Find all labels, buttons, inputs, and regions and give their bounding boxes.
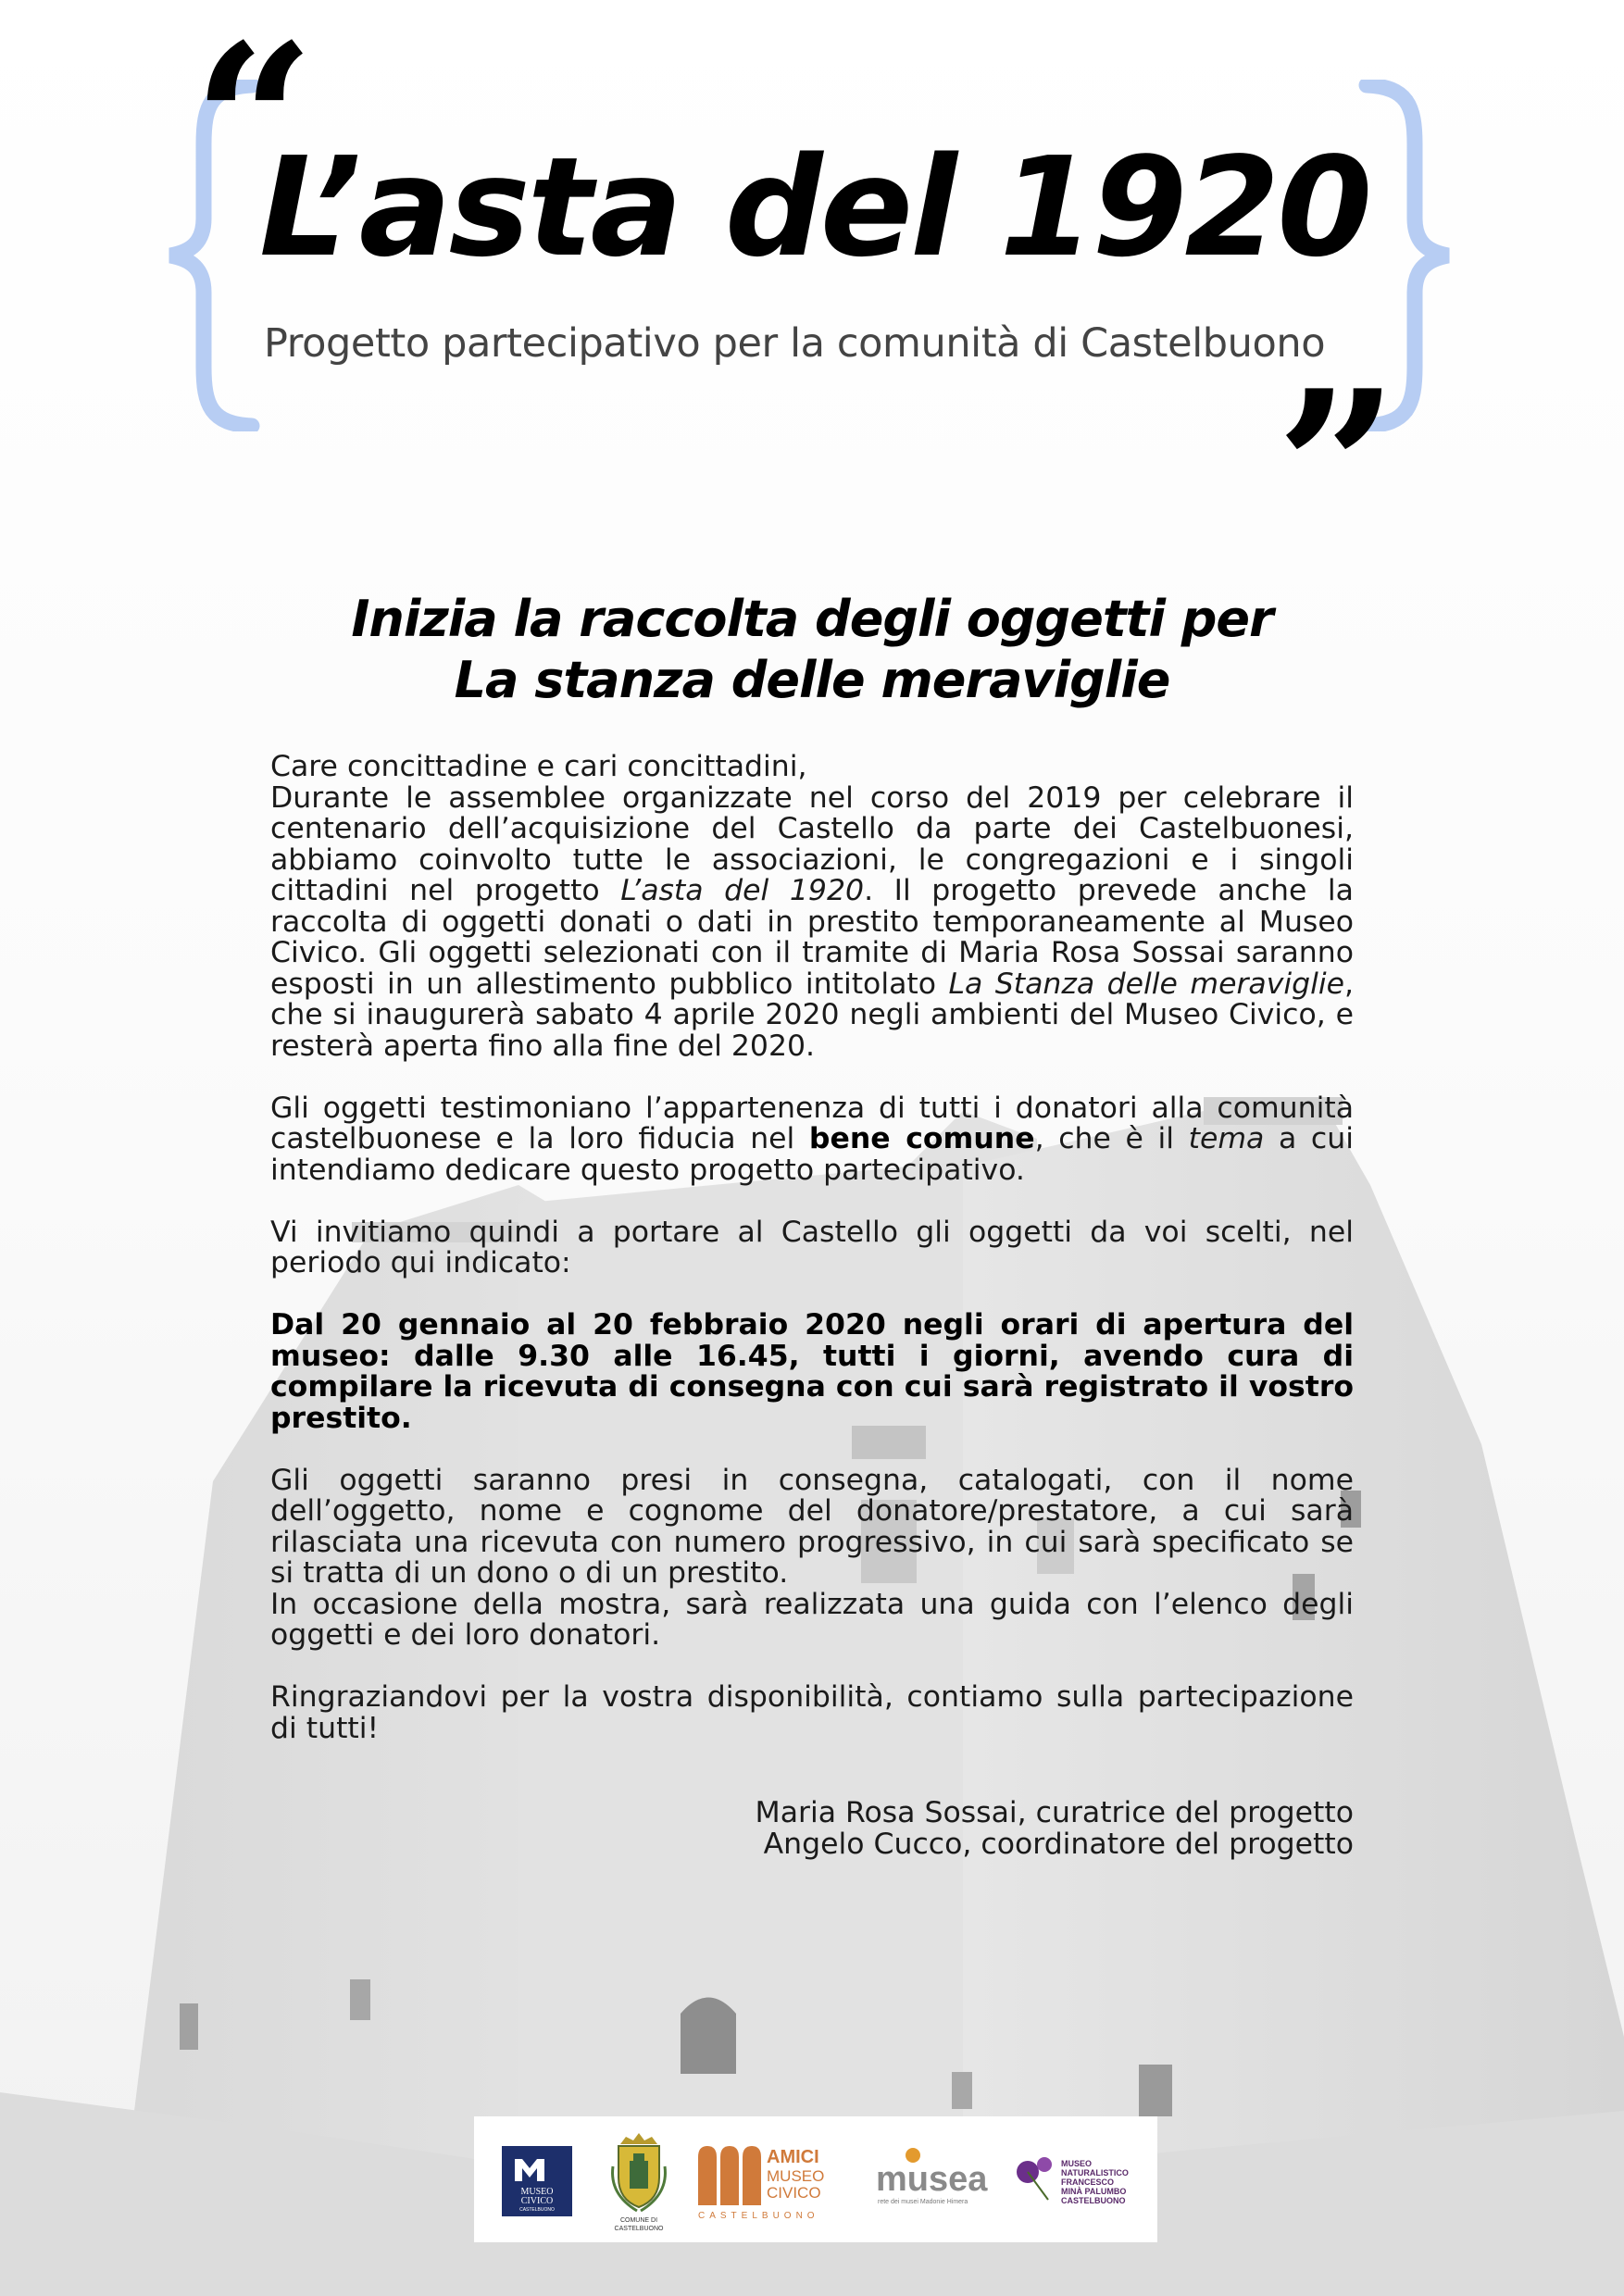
musea-logo-word: musea: [876, 2160, 988, 2199]
tema-emphasis: tema: [1188, 1122, 1265, 1155]
partner-logos-strip: [474, 2116, 1157, 2242]
comune-castelbuono-logo: [604, 2129, 674, 2233]
project-name: L’asta del 1920: [620, 874, 865, 907]
museo-civico-logo-line1: MUSEO: [520, 2187, 554, 2197]
naturalistico-logo-line2: NATURALISTICO: [1061, 2168, 1129, 2177]
close-quote-mark: ”: [1276, 344, 1399, 594]
open-quote-mark: “: [193, 0, 316, 248]
section-heading-line1: Inizia la raccolta degli oggetti per: [351, 590, 1273, 648]
signature-curator: Maria Rosa Sossai, curatrice del progetto: [755, 1796, 1354, 1829]
amici-logo-line4: CASTELBUONO: [698, 2211, 819, 2221]
museo-civico-logo-line3: CASTELBUONO: [519, 2207, 555, 2213]
signatures: [270, 1798, 1354, 1860]
museo-civico-logo-line2: CIVICO: [520, 2196, 554, 2206]
paragraph-3: Vi invitiamo quindi a portare al Castello gli oggetti da voi scelti, nel periodo qui indicato:: [270, 1215, 1354, 1279]
naturalistico-logo-line3: FRANCESCO: [1061, 2177, 1115, 2187]
paragraph-5: Gli oggetti saranno presi in consegna, catalogati, con il nome dell’oggetto, nome e cognome del donatore/prestatore, a cui sarà rilasciata una ricevuta con numero progressivo, in cui sarà specificato se si tratta di un dono o di un prestito.: [270, 1463, 1354, 1590]
paragraph-1-text-c: , che si inaugurerà sabato 4 aprile 2020 negli ambienti del Museo Civico, e resterà aperta fino alla fine del 2020.: [270, 967, 1354, 1063]
amici-museo-civico-logo: [696, 2139, 854, 2222]
exhibition-name: La Stanza delle meraviglie: [948, 967, 1344, 1001]
page-subtitle: Progetto partecipativo per la comunità di Castelbuono: [264, 320, 1326, 367]
paragraph-6: In occasione della mostra, sarà realizzata una guida con l’elenco degli oggetti e dei loro donatori.: [270, 1587, 1354, 1652]
paragraph-2-text-a: Gli oggetti testimoniano l’appartenenza di tutti i donatori alla comunità castelbuonese e la loro fiducia nel: [270, 1091, 1354, 1155]
paragraph-2-text-c: a cui intendiamo dedicare questo progetto partecipativo.: [270, 1122, 1354, 1187]
amici-logo-line3: CIVICO: [767, 2184, 821, 2202]
comune-logo-line1: COMUNE DI: [619, 2217, 658, 2224]
naturalistico-logo-line5: CASTELBUONO: [1061, 2196, 1126, 2205]
letter-greeting: Care concittadine e cari concittadini,: [270, 750, 807, 783]
paragraph-1: [270, 780, 1354, 1063]
page-title: L’asta del 1920: [259, 128, 1370, 287]
paragraph-1-text-b: . Il progetto prevede anche la raccolta di oggetti donati o dati in prestito temporaneamente al Museo Civico. Gli oggetti selezionati con il tramite di Maria Rosa Sossai saranno esposti in un allestimento pubblico intitolato: [270, 874, 1354, 1001]
paragraph-2: [270, 1093, 1354, 1187]
musea-logo: [872, 2142, 993, 2216]
paragraph-1-text-a: Durante le assemblee organizzate nel corso del 2019 per celebrare il centenario dell’acquisizione del Castello da parte dei Castelbuonesi, abbiamo coinvolto tutte le associazioni, le congregazioni e i singoli cittadini nel progetto: [270, 780, 1354, 907]
naturalistico-logo-line1: MUSEO: [1061, 2159, 1093, 2168]
naturalistico-logo-line4: MINÀ PALUMBO: [1061, 2187, 1127, 2196]
amici-logo-line1: AMICI: [767, 2147, 819, 2167]
signature-coordinator: Angelo Cucco, coordinatore del progetto: [763, 1827, 1354, 1861]
museo-naturalistico-logo: [1011, 2144, 1150, 2218]
collection-period-notice: Dal 20 gennaio al 20 febbraio 2020 negli orari di apertura del museo: dalle 9.30 alle 16.45, tutti i giorni, avendo cura di compilare la ricevuta di consegna con cui sarà registrato il vostro prestito.: [270, 1308, 1354, 1435]
letter-body: [270, 752, 1354, 1860]
paragraph-7: Ringraziandovi per la vostra disponibilità, contiamo sulla partecipazione di tutti!: [270, 1680, 1354, 1745]
comune-logo-line2: CASTELBUONO: [614, 2226, 664, 2232]
amici-logo-line2: MUSEO: [767, 2167, 825, 2185]
bene-comune-emphasis: bene comune: [808, 1122, 1035, 1155]
museo-civico-logo: [502, 2146, 572, 2216]
musea-logo-tagline: rete dei musei Madonie Himera: [878, 2199, 968, 2205]
paragraph-2-text-b: , che è il: [1034, 1122, 1189, 1155]
section-heading-line2: La stanza delle meraviglie: [454, 651, 1170, 709]
